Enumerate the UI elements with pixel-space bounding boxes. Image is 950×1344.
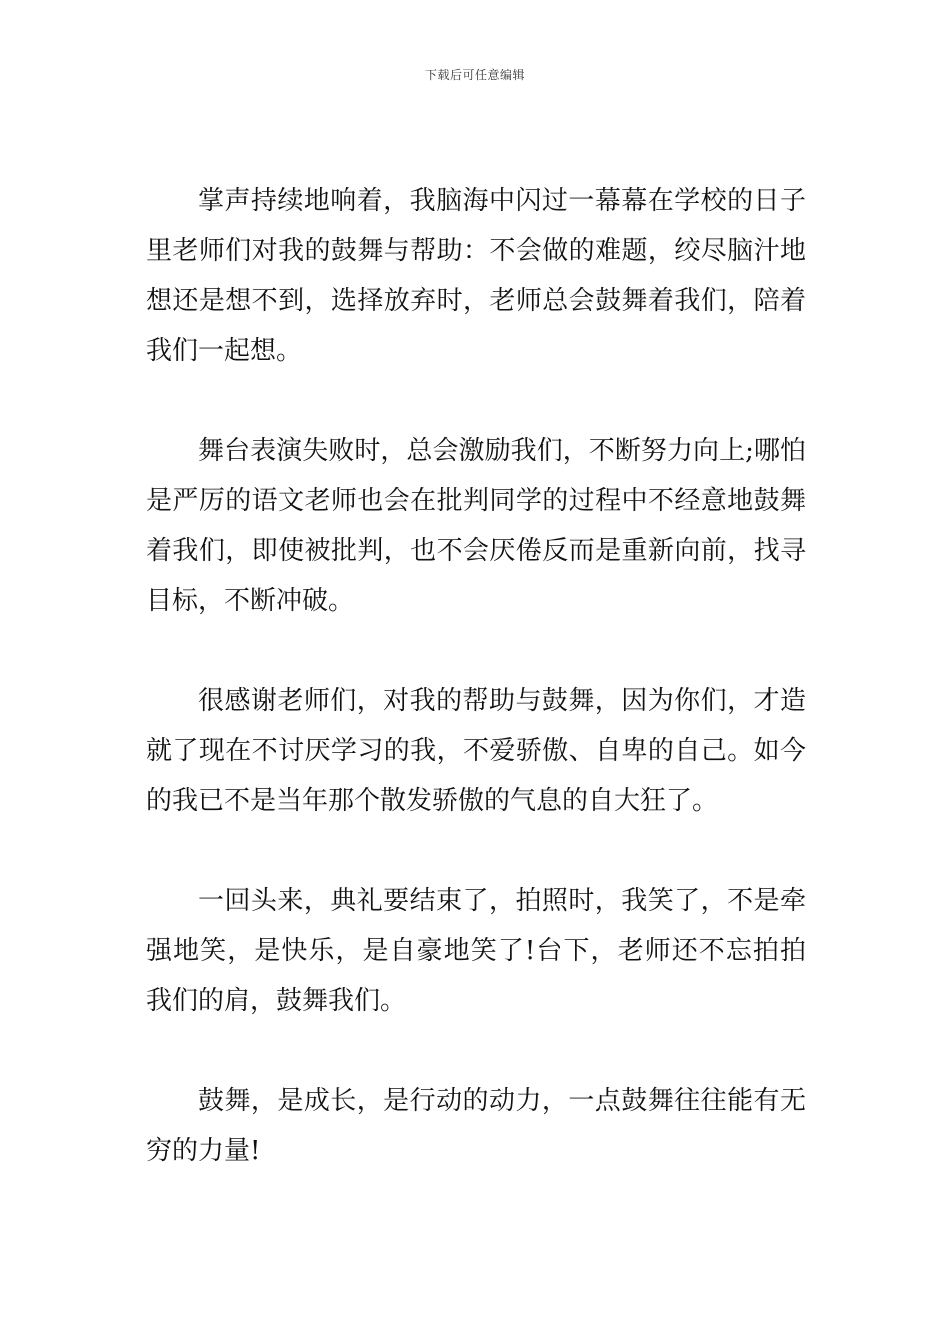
paragraph-4: 一回头来，典礼要结束了，拍照时，我笑了，不是牵强地笑，是快乐，是自豪地笑了!台下，老师还不忘拍拍我们的肩，鼓舞我们。: [146, 886, 806, 1016]
paragraph-1: 掌声持续地响着，我脑海中闪过一幕幕在学校的日子里老师们对我的鼓舞与帮助：不会做的难题，绞尽脑汁地想还是想不到，选择放弃时，老师总会鼓舞着我们，陪着我们一起想。: [146, 186, 806, 366]
header-note: 下载后可任意编辑: [424, 68, 525, 82]
paragraph-5: 鼓舞，是成长，是行动的动力，一点鼓舞往往能有无穷的力量!: [146, 1086, 806, 1166]
document-body: [146, 176, 806, 1226]
paragraph-3: 很感谢老师们，对我的帮助与鼓舞，因为你们，才造就了现在不讨厌学习的我，不爱骄傲、自卑的自己。如今的我已不是当年那个散发骄傲的气息的自大狂了。: [146, 686, 806, 816]
paragraph-2: 舞台表演失败时，总会激励我们，不断努力向上;哪怕是严厉的语文老师也会在批判同学的过程中不经意地鼓舞着我们，即使被批判，也不会厌倦反而是重新向前，找寻目标，不断冲破。: [146, 436, 806, 616]
